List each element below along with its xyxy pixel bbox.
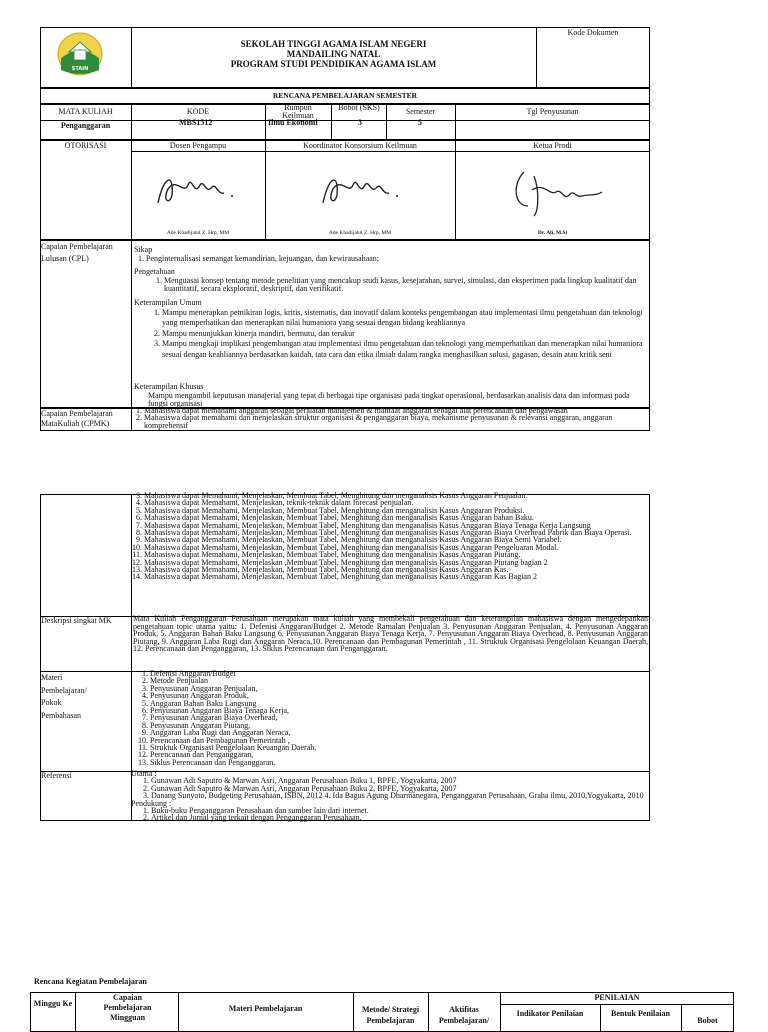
materi-item: 2. Metode Penjualan <box>150 677 648 684</box>
khusus-text: Mampu mengambil keputusan manajerial yang tepat di berbagai tipe organisasi pada tingkat operasional, berdasarkan analisis data dan informasi pada fungsi organisasi <box>148 390 630 409</box>
signature-koordinator <box>315 165 415 215</box>
otorisasi-label: OTORISASI <box>64 141 107 150</box>
col-kode: KODE <box>186 107 210 116</box>
cpmk-item: 8. Mahasiswa dapat Memahami, Menjelaskan, Membuat Tabel, Menghitung dan menganalisis Kasus Anggaran Biaya Overhead Pabrik dan Biaya Operasi. <box>144 529 649 536</box>
materi-item: 9. Anggaran Laba Rugi dan Anggaran Neraca, <box>150 729 648 736</box>
rencana-col-penilaian: PENILAIAN <box>594 993 640 1002</box>
referensi-item: 1. Gunawan Adi Saputro & Marwan Asri, Anggaran Perusahaan Buku 1, BPFE, Yogyakarta, 2007 <box>151 777 649 784</box>
rencana-title: Rencana Kegiatan Pembelajaran <box>34 977 147 986</box>
rencana-col-bobot: Bobot <box>697 1016 718 1025</box>
cpmk-item: 7. Mahasiswa dapat Memahami, Menjelaskan, Membuat Tabel, Menghitung dan menganalisis Kasus Anggaran Biaya Tenaga Kerja Langsung <box>144 522 649 529</box>
rencana-col-capaian: Capaian Pembelajaran Mingguan <box>103 993 152 1022</box>
kode-dokumen-label: Kode Dokumen <box>567 28 619 37</box>
materi-item: 3. Penyusunan Anggaran Penjualan, <box>150 685 648 692</box>
rencana-col-metode: Metode/ Strategi Pembelajaran <box>361 1005 420 1025</box>
materi-item: 10. Perencanaan dan Pembagunan Pemerintah , <box>150 737 648 744</box>
rencana-col-indikator: Indikator Penilaian <box>516 1009 584 1018</box>
cpl-label: Capaian Pembelajaran Lulusan (CPL) <box>41 242 113 263</box>
col-semester: Semester <box>405 107 436 116</box>
cpmk-item: 13. Mahasiswa dapat Memahami, Menjelaskan, Membuat Tabel, Menghitung dan menganalisis Kasus Anggaran Kas. <box>144 566 649 573</box>
materi-label: Materi Pembelajaran/ Pokok Pembahasan <box>41 673 87 720</box>
cpmk-item: 5. Mahasiswa dapat Memahami, Menjelaskan, Membuat Tabel, Menghitung dan menganalisis Kasus Anggaran Produksi. <box>144 507 649 514</box>
institution-region: MANDAILING NATAL <box>286 49 381 59</box>
cpmk-item: 6. Mahasiswa dapat Memahami, Menjelaskan, Membuat Tabel, Menghitung dan menganalisis Kasus Anggaran bahan Baku. <box>144 514 649 521</box>
cpmk-item: 2. Mahasiswa dapat memahami dan menjelaskan struktur organisasi & penganggaran biaya, mekanisme penyusunan & relevansi anggaran, anggaran komprehensif <box>144 414 649 429</box>
institution-logo <box>55 30 105 80</box>
val-semester: 5 <box>418 118 422 127</box>
institution-name: SEKOLAH TINGGI AGAMA ISLAM NEGERI <box>240 39 427 49</box>
name-koordinator: Ade Khadijatul Z. Hrp, MM <box>328 230 392 236</box>
cpmk-item: 11. Mahasiswa dapat Memahami, Menjelaskan, Membuat Tabel, Menghitung dan menganalisis Kasus Anggaran Piutang. <box>144 551 649 558</box>
umum-item: 3. Mampu mengkaji implikasi pengembangan atau implementasi ilmu pengetahuan dan teknologi yang memperhatikan dan menerapkan nilai humaniora sesuai dengan keahliannya berdasarkan kaidah, tata cara dan etika ilmiah dalam rangka menghasilkan solusi, gagasan, desain atau kritik seni <box>162 339 648 360</box>
cpmk-label: Capaian Pembelajaran MataKuliah (CPMK) <box>41 409 113 428</box>
referensi-item: 2. Gunawan Adi Saputro & Marwan Asri, Anggaran Perusahaan Buku 2, BPFE, Yogyakarta, 2007 <box>151 785 649 792</box>
col-tgl-penyusunan: Tgl Penyusunan <box>526 107 579 116</box>
deskripsi-text: Mata Kuliah Penganggaran Perusahaan merupakan mata kuliah yang membekali pengetahuan dan keterampilan mahasiswa dengan mengedepankan pengetahuan topic utama yaitu: 1. Defenisi Anggaran/Budget 2. Metode Ramalan Penjualan 3. Penyusunan Anggaran Penjualan, 4. Penyusunan Anggaran Produk, 5. Anggaran Bahan Baku Langsung 6. Penyusunan Anggaran Biaya Tenaga Kerja, 7. Penyusunan Anggaran Biaya Overhead, 8. Penyusunan Anggaran Piutang, 9. Anggaran Laba Rugi dan Anggaran Neraca,10. Perencanaan dan Pembagunan Pemerintah , 11. Struktuk Organisasi Pengelolaan Keuangan Daerah, 12. Perencanaan dan Penganggaran, 13. Siklus Perencanaan dan Penganggaran. <box>133 614 648 654</box>
khusus-title: Keterampilan Khusus <box>134 382 204 391</box>
umum-item: 2. Mampu menunjukkan kinerja mandiri, bermutu, dan terukur <box>162 329 648 340</box>
name-kaprodi: Dr. Ali, M.Si <box>537 230 568 236</box>
materi-item: 13. Siklus Perencanaan dan Penganggaran. <box>150 759 648 766</box>
materi-item: 8. Penyusunan Anggaran Piutang, <box>150 722 648 729</box>
col-bobot: Bobot (SKS) <box>338 103 380 112</box>
program-name: PROGRAM STUDI PENDIDIKAN AGAMA ISLAM <box>230 59 437 69</box>
role-kaprodi: Ketua Prodi <box>533 141 572 150</box>
val-kode: MBS1512 <box>179 118 213 127</box>
cpmk-item: 12. Mahasiswa dapat Memahami, Menjelaskan ,Membuat Tabel, Menghitung dan menganalisis Kasus Anggaran Piutang bagian 2 <box>144 559 649 566</box>
pengetahuan-item: 1. Menguasai konsep tentang metode penelitian yang mencakup studi kasus, kesejarahan, survei, simulasi, dan eksperimen pada lingkup kualitatif dan kuantitatif, secara eksploratif, deskriptif, dan verifikatif. <box>164 277 648 294</box>
col-mata-kuliah: MATA KULIAH <box>58 107 113 116</box>
sikap-title: Sikap <box>134 245 153 254</box>
sikap-item: 1. Penginternalisasi semangat kemandirian, kejuangan, dan kewirausahaan; <box>146 255 648 264</box>
name-dosen: Ade Khadijatul Z. Hrp, MM <box>166 230 230 236</box>
val-mata-kuliah: Penganggaran <box>60 121 111 130</box>
cpmk-item: 4. Mahasiswa dapat Memahami, Menjelaskan, teknik-teknik dalam forecast penjualan. <box>144 499 649 506</box>
referensi-item: 2. Artikel dan Jurnal yang terkait dengan Penganggaran Perusahaan. <box>151 814 649 821</box>
signature-kaprodi <box>510 162 620 218</box>
signature-dosen <box>150 165 250 215</box>
cpmk-item: 1. Mahasiswa dapat memahami anggaran sebagai peralatan manajemen & manfaat anggaran sebagai alat perencanaan dan pengawasan <box>144 407 649 414</box>
materi-item: 1. Defenisi Anggaran/Budget <box>150 670 648 677</box>
umum-item: 1. Mampu menerapkan pemikiran logis, kritis, sistematis, dan inovatif dalam konteks pengembangan atau implementasi ilmu pengetahuan dan teknologi yang memperhatikan dan menerapkan nilai humaniora yang sesuai dengan bidang keahliannya <box>162 308 648 329</box>
pengetahuan-title: Pengetahuan <box>134 267 175 276</box>
rps-title: RENCANA PEMBELAJARAN SEMESTER <box>272 91 418 100</box>
umum-title: Keterampilan Umum <box>134 298 202 307</box>
materi-item: 11. Struktuk Organisasi Pengelolaan Keuangan Daerah, <box>150 744 648 751</box>
cpmk-item: 14. Mahasiswa dapat Memahami, Menjelaskan, Membuat Tabel, Menghitung dan menganalisis Kasus Anggaran Kas Bagian 2 <box>144 573 649 580</box>
rencana-col-bentuk: Bentuk Penilaian <box>611 1009 670 1018</box>
referensi-utama-title: Utama : <box>131 769 157 778</box>
logo-text: STAIN <box>71 66 89 72</box>
role-koordinator: Koordinator Konsorsium Keilmuan <box>303 141 417 150</box>
rencana-col-materi: Materi Pembelajaran <box>228 1004 303 1013</box>
cpmk-item: 3. Mahasiswa dapat Memahami, Menjelaskan, Membuat Tabel, Menghitung dan menganalisis Kasus Anggaran Penjualan. <box>144 492 649 499</box>
materi-item: 6. Penyusunan Anggaran Biaya Tenaga Kerja, <box>150 707 648 714</box>
rencana-col-minggu: Minggu Ke <box>33 999 73 1008</box>
referensi-pendukung-title: Pendukung : <box>131 798 172 808</box>
referensi-label: Referensi <box>41 771 72 780</box>
materi-item: 7. Penyusunan Anggaran Biaya Overhead, <box>150 714 648 721</box>
cpmk-item: 9. Mahasiswa dapat Memahami, Menjelaskan, Membuat Tabel, Menghitung dan menganalisis Kasus Anggaran Biaya Semi Variabel. <box>144 536 649 543</box>
col-rumpun: Rumpun Keilmuan <box>282 103 314 120</box>
deskripsi-label: Deskripsi singkat MK <box>41 616 112 625</box>
val-rumpun: Ilmu Ekonomi <box>268 118 318 127</box>
materi-item: 4. Penyusunan Anggaran Produk, <box>150 692 648 699</box>
cpmk-item: 10. Mahasiswa dapat Memahami, Menjelaskan, Membuat Tabel, Menghitung dan menganalisis Kasus Anggaran Pengeluaran Modal. <box>144 544 649 551</box>
referensi-item: 1. Buku-buku Penganggaran Perusahaan dan sumber lain dari internet. <box>151 807 649 814</box>
materi-item: 12. Perencanaan dan Penganggaran, <box>150 751 648 758</box>
materi-item: 5. Anggaran Bahan Baku Langsung <box>150 700 648 707</box>
rencana-col-aktifitas: Aktifitas Pembelajaran/ <box>438 1005 490 1025</box>
val-bobot: 3 <box>358 118 362 127</box>
referensi-item: 3. Danang Sunyoto, Budgeting Perusahaan, ISBN, 2012 4. Ida Bagus Agung Dharmanegara, Penganggaran Perusahaan, Graha ilmu, 2010,Yogyakarta, 2010 <box>151 792 649 799</box>
role-dosen: Dosen Pengampu <box>169 141 227 150</box>
